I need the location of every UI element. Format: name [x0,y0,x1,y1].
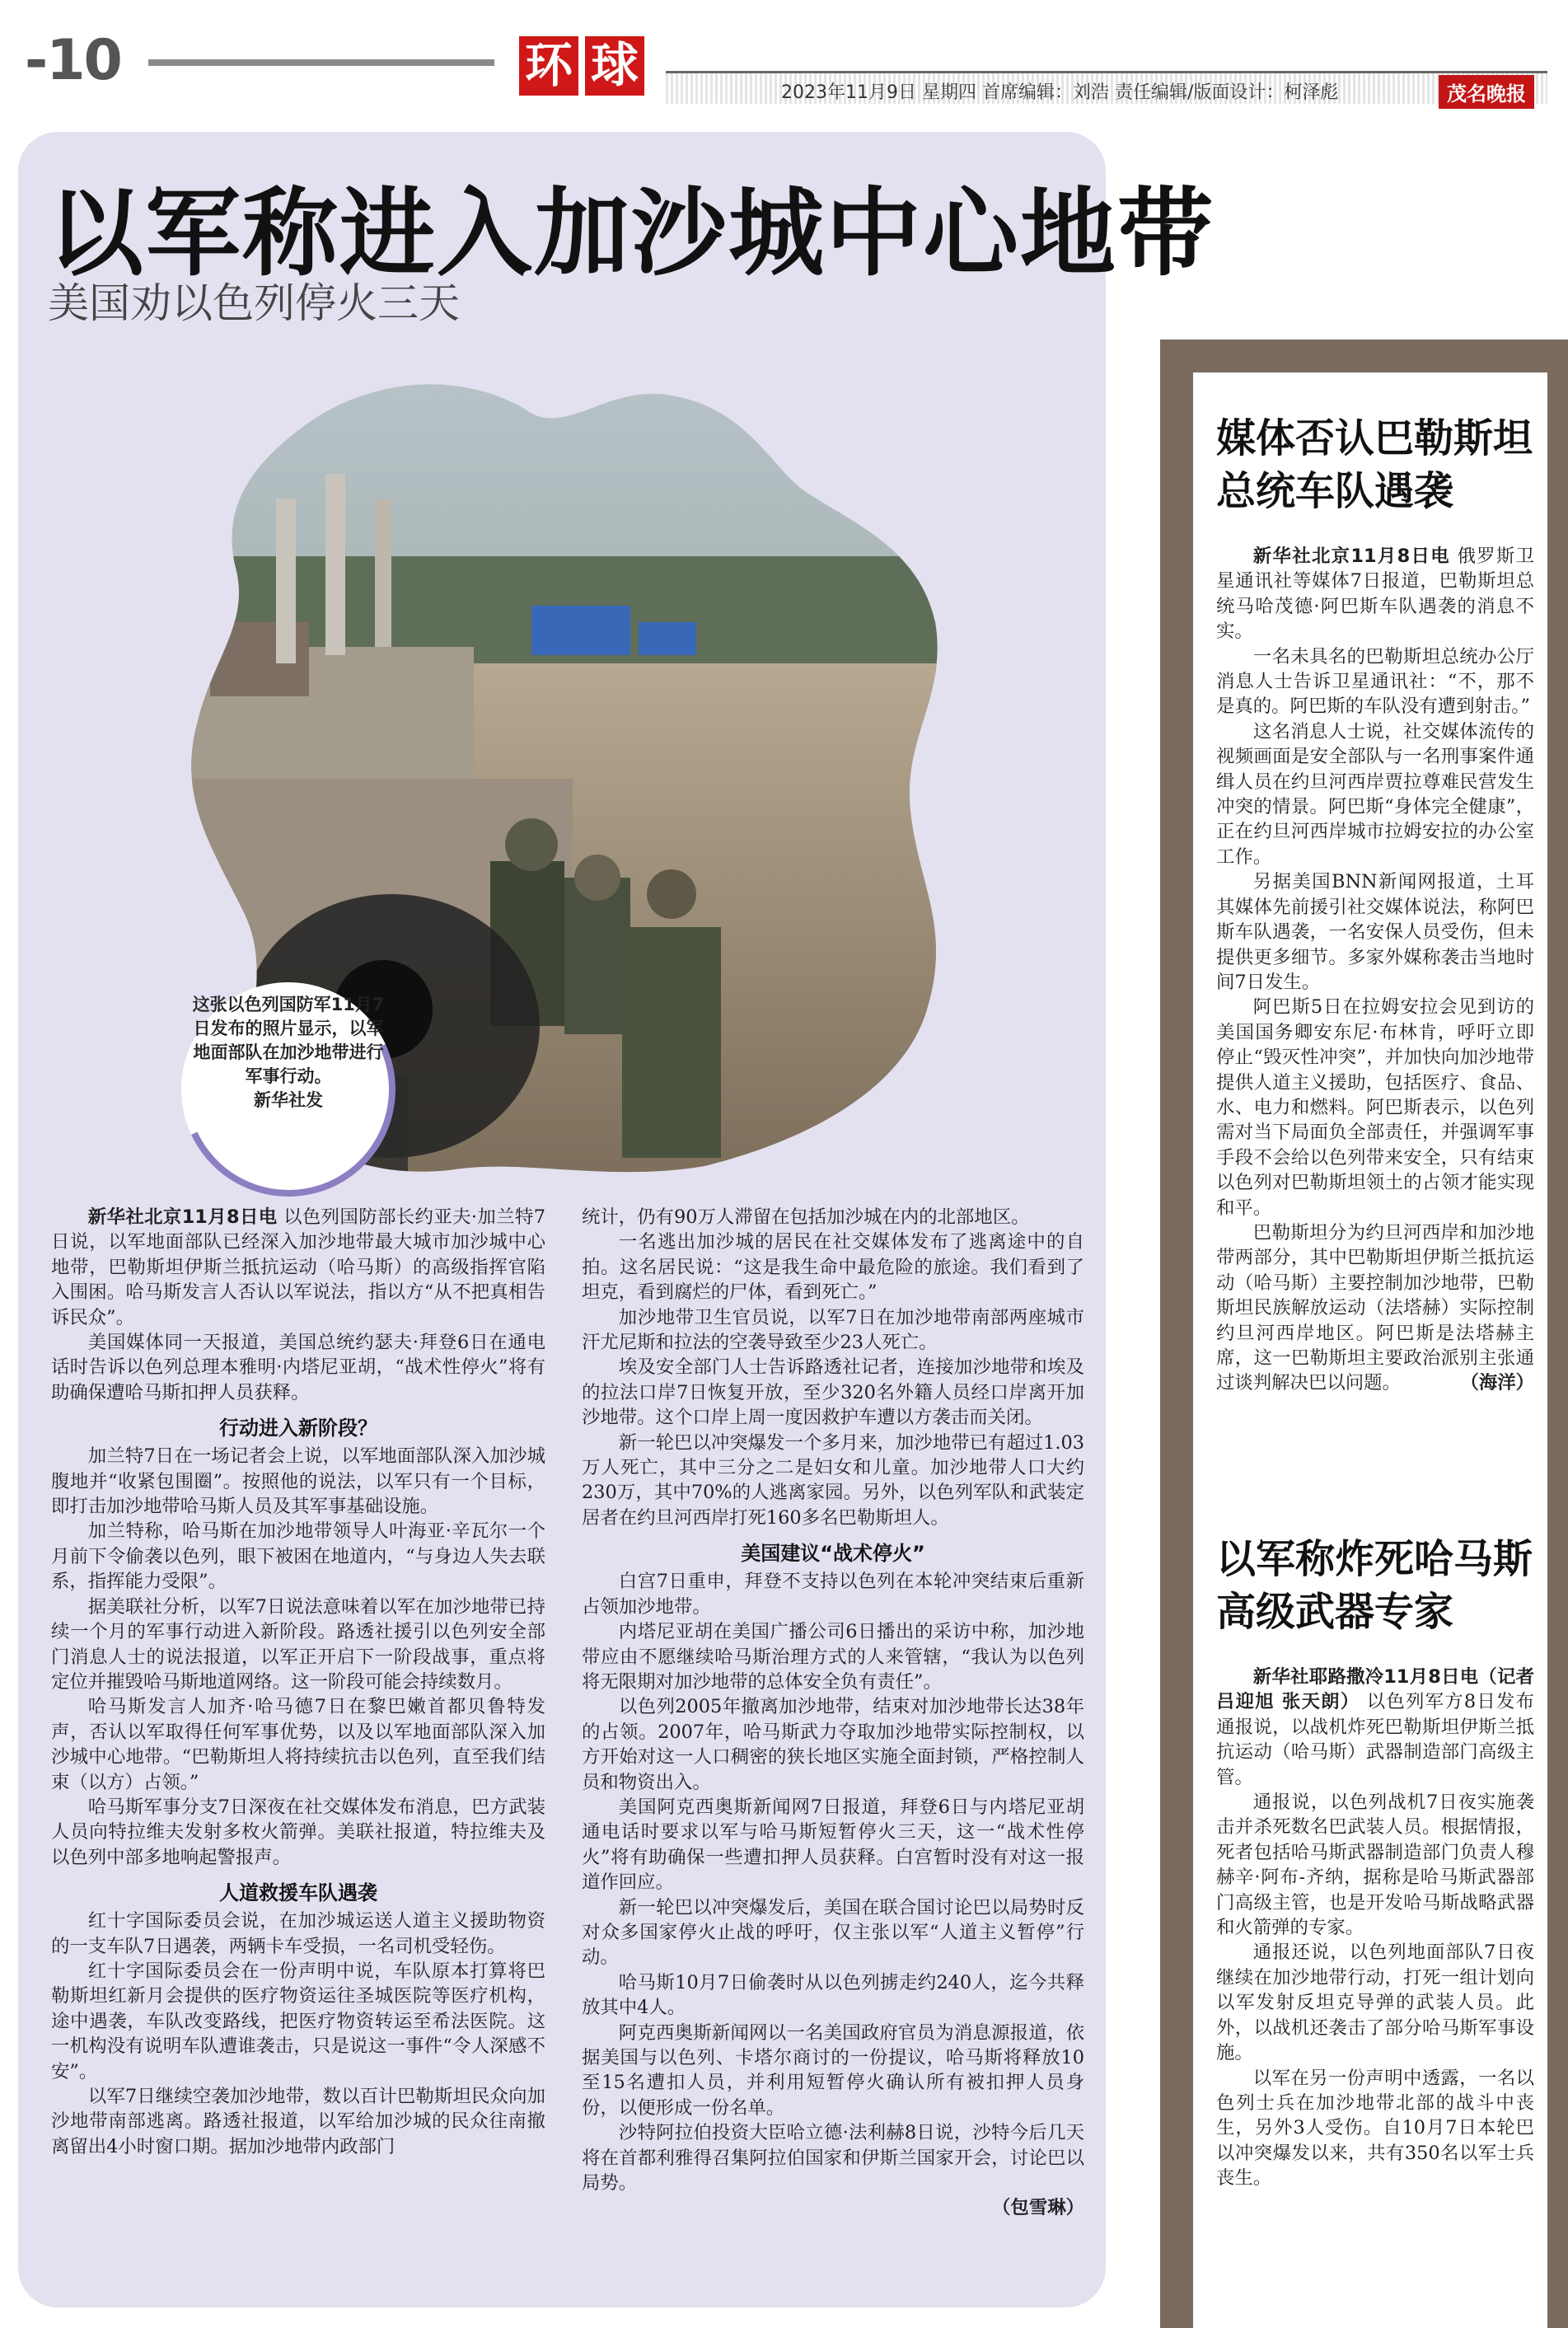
paragraph: 一名逃出加沙城的居民在社交媒体发布了逃离途中的自拍。这名居民说：“这是我生命中最危险的旅途。我们看到了坦克，看到腐烂的尸体，看到死亡。” [582,1231,1084,1304]
paragraph: 以军7日继续空袭加沙地带，数以百计巴勒斯坦民众向加沙地带南部逃离。路透社报道，以军给加沙城的民众往南撤离留出4小时窗口期。据加沙地带内政部门 [51,2086,545,2157]
paragraph: 这名消息人士说，社交媒体流传的视频画面是安全部队与一名刑事案件通缉人员在约旦河西岸贾拉尊难民营发生冲突的情景。阿巴斯“身体完全健康”，正在约旦河西岸城市拉姆安拉的办公室工作。 [1216,720,1534,868]
paragraph: 以军在另一份声明中透露，一名以色列士兵在加沙地带北部的战斗中丧生，另外3人受伤。自10月7日本轮巴以冲突爆发以来，共有350名以军士兵丧生。 [1216,2067,1534,2190]
paragraph: 内塔尼亚胡在美国广播公司6日播出的采访中称，加沙地带应由不愿继续哈马斯治理方式的人来管辖，“我认为以色列将无限期对加沙地带的总体安全负有责任”。 [582,1621,1084,1693]
paragraph: 沙特阿拉伯投资大臣哈立德·法利赫8日说，沙特今后几天将在首都利雅得召集阿拉伯国家和伊斯兰国家开会，讨论巴以局势。 [582,2122,1084,2195]
side-story-1-body [1216,544,1534,1396]
paragraph: 通报还说，以色列地面部队7日夜继续在加沙地带行动，打死一组计划向以军发射反坦克导弹的武装人员。此外，以战机还袭击了部分哈马斯军事设施。 [1216,1942,1534,2064]
paragraph: 统计，仍有90万人滞留在包括加沙城在内的北部地区。 [582,1206,1030,1228]
paragraph: 哈马斯10月7日偷袭时从以色列掳走约240人，迄今共释放其中4人。 [582,1971,1084,2019]
paragraph: 红十字国际委员会说，在加沙城运送人道主义援助物资的一支车队7日遇袭，两辆卡车受损，一名司机受轻伤。 [51,1910,545,1957]
paragraph: 阿克西奥斯新闻网以一名美国政府官员为消息源报道，依据美国与以色列、卡塔尔商讨的一份提议，哈马斯将释放10至15名遭扣人员，并利用短暂停火确认所有被扣押人员身份，以便形成一份名单。 [582,2021,1084,2119]
lead-paragraph: 新华社耶路撒冷11月8日电（记者吕迎旭 张天朗） 以色列军方8日发布通报说，以战机炸死巴勒斯坦伊斯兰抵抗运动（哈马斯）武器制造部门高级主管。 [1216,1666,1535,1788]
lead-paragraph: 新华社北京11月8日电 俄罗斯卫星通讯社等媒体7日报道，巴勒斯坦总统马哈茂德·阿巴斯车队遇袭的消息不实。 [1216,546,1534,643]
issue-info-bar [666,71,1547,104]
photo-caption [185,993,391,1158]
main-story-column-1 [51,1205,545,2159]
paragraph: 美国阿克西奥斯新闻网7日报道，拜登6日与内塔尼亚胡通电话时要求以军与哈马斯短暂停火三天，这一“战术性停火”将有助确保一些遭扣押人员获释。白宫暂时没有对这一报道作回应。 [582,1796,1084,1894]
paragraph: 巴勒斯坦分为约旦河西岸和加沙地带两部分，其中巴勒斯坦伊斯兰抵抗运动（哈马斯）主要控制加沙地带，巴勒斯坦民族解放运动（法塔赫）实际控制约旦河西岸地区。阿巴斯是法塔赫主席，这一巴勒斯坦主要政治派别主张通过谈判解决巴以问题。 （海洋） [1216,1220,1534,1396]
side-story-1-headline: 媒体否认巴勒斯坦总统车队遇袭 [1216,415,1533,514]
paragraph: 白宫7日重申，拜登不支持以色列在本轮冲突结束后重新占领加沙地带。 [582,1571,1084,1618]
paragraph: 另据美国BNN新闻网报道，土耳其媒体先前援引社交媒体说法，称阿巴斯车队遇袭，一名安保人员受伤，但未提供更多细节。多家外媒称袭击当地时间7日发生。 [1216,871,1534,993]
author: （海洋） [1460,1372,1534,1394]
paragraph: 加兰特称，哈马斯在加沙地带领导人叶海亚·辛瓦尔一个月前下令偷袭以色列，眼下被困在地道内，“与身边人失去联系，指挥能力受限”。 [51,1520,545,1593]
section-tag-char-1: 环 [519,36,578,96]
lead-paragraph: 新华社北京11月8日电 以色列国防部长约亚夫·加兰特7日说，以军地面部队已经深入加沙地带最大城市加沙城中心地带，巴勒斯坦伊斯兰抵抗运动（哈马斯）的高级指挥官陷入围困。哈马斯发言人否认以军说法，指以方“从不把真相告诉民众”。 [51,1206,545,1328]
photo-caption-text: 这张以色列国防军11月7日发布的照片显示，以军地面部队在加沙地带进行军事行动。 [192,995,385,1086]
paragraph: 新一轮巴以冲突爆发一个多月来，加沙地带已有超过1.03万人死亡，其中三分之二是妇女和儿童。加沙地带人口大约230万，其中70%的人逃离家园。另外，以色列军队和武装定居者在约旦河西岸打死160多名巴勒斯坦人。 [582,1431,1084,1529]
paragraph: 据美联社分析，以军7日说法意味着以军在加沙地带已持续一个月的军事行动进入新阶段。路透社援引以色列安全部门消息人士的说法报道，以军正开启下一阶段战事，重点将定位并摧毁哈马斯地道网络。这一阶段可能会持续数月。 [51,1595,545,1693]
side-story-2-headline: 以军称炸死哈马斯高级武器专家 [1216,1536,1533,1635]
paragraph: 红十字国际委员会在一份声明中说，车队原本打算将巴勒斯坦红新月会提供的医疗物资运往圣城医院等医疗机构，途中遇袭，车队改变路线，把医疗物资转运至希法医院。这一机构没有说明车队遭谁袭击，只是说这一事件“令人深感不安”。 [51,1960,545,2082]
paragraph: 通报说，以色列战机7日夜实施袭击并杀死数名巴武装人员。根据情报，死者包括哈马斯武器制造部门负责人穆赫辛·阿布-齐纳，据称是哈马斯武器部门高级主管，也是开发哈马斯战略武器和火箭弹的专家。 [1216,1792,1534,1939]
subheading-convoy: 人道救援车队遇袭 [219,1881,377,1905]
subheading-new-phase: 行动进入新阶段？ [219,1417,377,1440]
paragraph: 埃及安全部门人士告诉路透社记者，连接加沙地带和埃及的拉法口岸7日恢复开放，至少320名外籍人员经口岸离开加沙地带。这个口岸上周一度因救护车遭以方袭击而关闭。 [582,1356,1084,1429]
header-rule [148,59,494,66]
paragraph: 美国媒体同一天报道，美国总统约瑟夫·拜登6日在通电话时告诉以色列总理本雅明·内塔尼亚胡，“战术性停火”将有助确保遭哈马斯扣押人员获释。 [51,1332,545,1403]
page-number: -10 [25,28,121,93]
paragraph: 哈马斯军事分支7日深夜在社交媒体发布消息，巴方武装人员向特拉维夫发射多枚火箭弹。美联社报道，特拉维夫及以色列中部多地响起警报声。 [51,1796,545,1868]
main-story-column-2 [582,1205,1084,2221]
paragraph: 加兰特7日在一场记者会上说，以军地面部队深入加沙城腹地并“收紧包围圈”。按照他的说法，以军只有一个目标，即打击加沙地带哈马斯人员及其军事基础设施。 [51,1445,545,1518]
subheading-ceasefire: 美国建议“战术停火” [741,1542,925,1566]
dateline: 新华社耶路撒冷11月8日电（记者吕迎旭 张天朗） [1216,1666,1534,1713]
paragraph: 哈马斯发言人加齐·哈马德7日在黎巴嫩首都贝鲁特发声，否认以军取得任何军事优势，以及以军地面部队深入加沙城中心地带。“巴勒斯坦人将持续抗击以色列，直至我们结束（以方）占领。” [51,1696,545,1793]
section-tag-char-2: 球 [585,36,644,96]
newspaper-logo: 茂名晚报 [1439,75,1534,109]
photo-credit: 新华社发 [254,1090,323,1110]
main-headline: 以军称进入加沙城中心地带 [48,178,1215,289]
paragraph: 新一轮巴以冲突爆发后，美国在联合国讨论巴以局势时反对众多国家停火止战的呼吁，仅主张以军“人道主义暂停”行动。 [582,1896,1084,1969]
paragraph: 阿巴斯5日在拉姆安拉会见到访的美国国务卿安东尼·布林肯，呼吁立即停止“毁灭性冲突”，并加快向加沙地带提供人道主义援助，包括医疗、食品、水、电力和燃料。阿巴斯表示，以色列需对当下局面负全部责任，并强调军事手段不会给以色列带来安全，只有结束以色列对巴勒斯坦领土的占领才能实现和平。 [1216,996,1534,1219]
side-story-2-body [1216,1665,1534,2191]
issue-info-text: 2023年11月9日 星期四 首席编辑：刘浩 责任编辑/版面设计：柯泽彪 [781,82,1339,103]
author: （包雪琳） [992,2197,1084,2219]
paragraph: 一名未具名的巴勒斯坦总统办公厅消息人士告诉卫星通讯社：“不，那不是真的。阿巴斯的车队没有遭到射击。” [1216,645,1534,718]
paragraph: 加沙地带卫生官员说，以军7日在加沙地带南部两座城市汗尤尼斯和拉法的空袭导致至少23人死亡。 [582,1306,1084,1354]
main-subhead: 美国劝以色列停火三天 [48,279,460,327]
paragraph: 以色列2005年撤离加沙地带，结束对加沙地带长达38年的占领。2007年，哈马斯武力夺取加沙地带实际控制权，以方开始对这一人口稠密的狭长地区实施全面封锁，严格控制人员和物资出入。 [582,1696,1084,1793]
dateline: 新华社北京11月8日电 [87,1206,278,1228]
dateline: 新华社北京11月8日电 [1252,546,1450,567]
